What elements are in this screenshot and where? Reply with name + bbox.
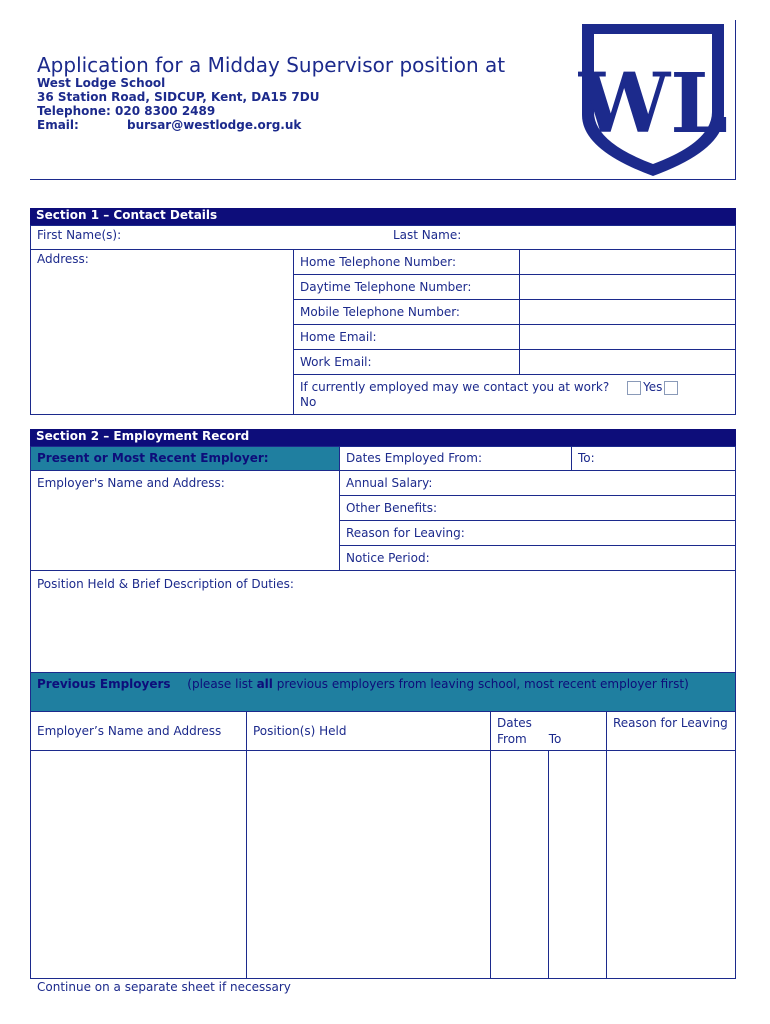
school-telephone: Telephone: 020 8300 2489 — [37, 104, 216, 118]
mobile-tel-input[interactable] — [519, 299, 736, 325]
yes-checkbox[interactable] — [627, 381, 641, 395]
previous-employers-title: Previous Employers — [37, 677, 171, 691]
continue-note: Continue on a separate sheet if necessary — [37, 980, 291, 994]
col-reason-header: Reason for Leaving — [606, 711, 736, 751]
crest-letters: WL — [578, 56, 728, 152]
school-email: bursar@westlodge.org.uk — [127, 118, 302, 132]
annual-salary-field[interactable]: Annual Salary: — [339, 470, 736, 496]
col-dates-label: Dates — [497, 716, 532, 730]
col-position-header: Position(s) Held — [246, 711, 491, 751]
prev-dates-to-cell[interactable] — [548, 750, 607, 979]
work-email-label: Work Email: — [293, 349, 520, 375]
school-address: 36 Station Road, SIDCUP, Kent, DA15 7DU — [37, 90, 320, 104]
yes-label: Yes — [643, 380, 663, 394]
school-name: West Lodge School — [37, 76, 166, 90]
present-employer-heading: Present or Most Recent Employer: — [30, 446, 340, 471]
form-title: Application for a Midday Supervisor position at — [37, 53, 506, 77]
header-divider-vertical — [735, 20, 736, 180]
contact-at-work-row — [293, 374, 736, 415]
address-label: Address: — [37, 252, 89, 266]
no-checkbox[interactable] — [664, 381, 678, 395]
work-email-input[interactable] — [519, 349, 736, 375]
home-email-label: Home Email: — [293, 324, 520, 350]
daytime-tel-input[interactable] — [519, 274, 736, 300]
col-employer-header: Employer’s Name and Address — [30, 711, 247, 751]
school-crest-logo — [578, 20, 728, 180]
dates-employed-from-field[interactable]: Dates Employed From: — [339, 446, 572, 471]
prev-dates-from-cell[interactable] — [490, 750, 549, 979]
name-row — [30, 225, 736, 250]
home-email-input[interactable] — [519, 324, 736, 350]
previous-employers-note-bold: all — [256, 677, 273, 691]
col-to-label: To — [548, 732, 562, 746]
section2-heading: Section 2 – Employment Record — [30, 429, 736, 446]
position-duties-label: Position Held & Brief Description of Duties: — [37, 577, 294, 591]
dates-employed-to-field[interactable]: To: — [571, 446, 736, 471]
first-name-field[interactable]: First Name(s): — [37, 228, 122, 242]
home-tel-label: Home Telephone Number: — [293, 249, 520, 275]
header-divider — [30, 179, 736, 180]
home-tel-input[interactable] — [519, 249, 736, 275]
col-from-label: From — [497, 732, 527, 746]
previous-employers-note-b: previous employers from leaving school, most recent employer first) — [272, 677, 689, 691]
previous-employers-note-a: (please list — [187, 677, 257, 691]
contact-at-work-question: If currently employed may we contact you at work? — [300, 380, 610, 394]
no-label: No — [300, 395, 317, 409]
col-dates-header — [490, 711, 607, 751]
address-field[interactable] — [30, 249, 294, 415]
email-label: Email: — [37, 118, 79, 132]
prev-employer-name-cell[interactable] — [30, 750, 247, 979]
school-address-block — [37, 76, 319, 132]
prev-position-cell[interactable] — [246, 750, 491, 979]
prev-reason-cell[interactable] — [606, 750, 736, 979]
school-email-line — [37, 118, 319, 132]
previous-employers-heading — [30, 672, 736, 712]
other-benefits-field[interactable]: Other Benefits: — [339, 495, 736, 521]
notice-period-field[interactable]: Notice Period: — [339, 545, 736, 571]
section1-heading: Section 1 – Contact Details — [30, 208, 736, 225]
employer-name-label: Employer's Name and Address: — [37, 476, 225, 490]
position-duties-field[interactable] — [30, 570, 736, 673]
last-name-field[interactable]: Last Name: — [393, 228, 462, 242]
reason-for-leaving-field[interactable]: Reason for Leaving: — [339, 520, 736, 546]
mobile-tel-label: Mobile Telephone Number: — [293, 299, 520, 325]
employer-name-address-field[interactable] — [30, 470, 340, 571]
daytime-tel-label: Daytime Telephone Number: — [293, 274, 520, 300]
